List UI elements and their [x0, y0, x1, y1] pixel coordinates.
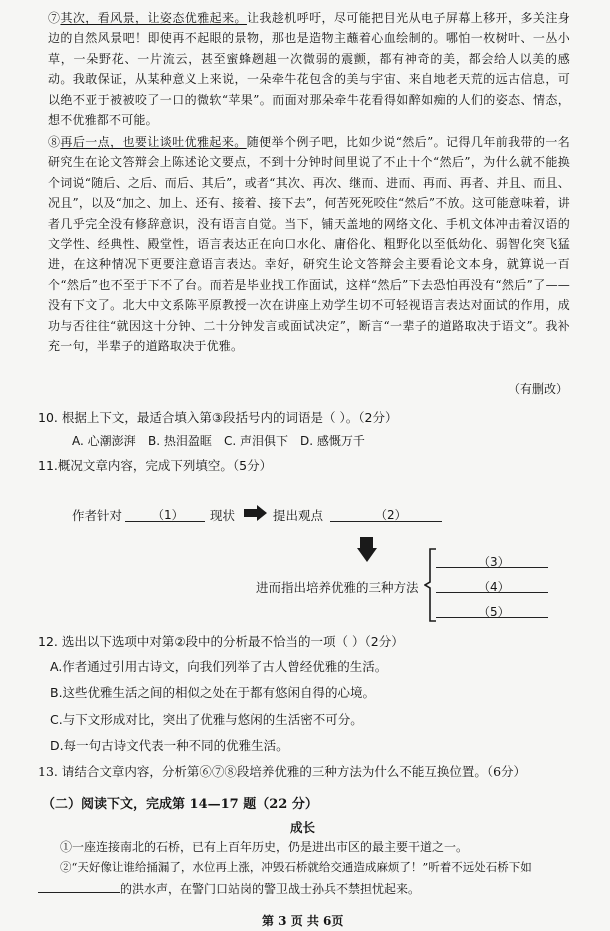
question-10-option-b: B. 热泪盈眶 [148, 434, 212, 448]
paragraph-8-lead: 再后一点，也要让谈吐优雅起来。 [60, 135, 247, 149]
story-title: 成长 [290, 820, 316, 835]
question-12-stem: 12. 选出以下选项中对第②段中的分析最不恰当的一项（ ）（2分） [38, 634, 404, 649]
right-arrow-icon [244, 505, 268, 521]
blank-4-label: （4） [478, 580, 510, 594]
question-11-stem: 11.概况文章内容，完成下列填空。（5分） [38, 458, 273, 473]
paragraph-7-lead: 其次，看风景，让姿态优雅起来。 [60, 11, 247, 25]
paragraph-7-text: 让我趁机呼吁，尽可能把目光从电子屏幕上移开，多关注身边的自然风景吧！即使再不起眼的景物，那也是造物主蘸着心血绘制的。哪怕一枚树叶、一丛小草，一朵野花、一片流云，甚至蜜蜂趔趄一次微弱的震颤，都有神奇的美，都会给人以美的感动。我敢保证，从某种意义上来说，一朵牵牛花包含的美与宇宙、来自地老天荒的远古信息，可以绝不亚于被被咬了一口的微软“苹果”。而面对那朵牵牛花看得如醉如痴的人们的姿态、情态，想不优雅都不可能。 [48, 11, 570, 128]
section-2-title: （二）阅读下文，完成第 14—17 题（22 分） [42, 797, 318, 812]
brace-icon [424, 548, 438, 622]
blank-3-label: （3） [478, 555, 510, 569]
diagram-left-prefix: 作者针对 [72, 508, 123, 523]
blank-5-label: （5） [478, 605, 510, 619]
question-10-option-d: D. 感慨万千 [300, 434, 365, 448]
paragraph-7 [48, 8, 570, 130]
question-12-option-b: B.这些优雅生活之间的相似之处在于都有悠闲自得的心境。 [50, 685, 376, 700]
story-blank [38, 880, 120, 893]
paragraph-7-number: ⑦ [48, 11, 61, 25]
question-10-option-a: A. 心潮澎湃 [72, 434, 136, 448]
question-12-option-c: C.与下文形成对比，突出了优雅与悠闲的生活密不可分。 [50, 712, 363, 727]
blank-1-label: （1） [152, 508, 184, 522]
diagram-left-suffix: 现状 [210, 508, 236, 523]
story-paragraph-2-line-2 [38, 880, 420, 897]
page-footer: 第 3 页 共 6页 [262, 914, 344, 928]
question-12-option-d: D.每一句古诗文代表一种不同的优雅生活。 [50, 738, 289, 753]
paragraph-8-text: 随便举个例子吧，比如少说“然后”。记得几年前我带的一名研究生在论文答辩会上陈述论文要点，不到十分钟时间里说了不止十个“然后”，为什么就不能换个词说“随后、之后、而后、其后”，或者“其次、再次、继而、进而、再而、再者、并且、而且、况且”，以及“加之、加上、还有、接着、接下去”，何苦死死咬住“然后”不放。这可能意味着，讲者几乎完全没有修辞意识，没有语言自觉。当下，铺天盖地的网络文化、手机文体冲击着汉语的文学性、经典性、殿堂性，语言表达正在向口水化、庸俗化、粗野化以至低幼化、弱智化突飞猛进，在这种情况下更要注意语言表达。幸好，研究生论文答辩会主要看论文本身，就算说一百个“然后”也不至于下不了台。而若是毕业找工作面试，这样“然后”下去恐怕再没有“然后”了——没有下文了。北大中文系陈平原教授一次在讲座上劝学生切不可轻视语言表达对面试的作用，成功与否往往“就因这十分钟、二十分钟发言或面试决定”，断言“一辈子的道路取决于语文”。我补充一句，半辈子的道路取决于优雅。 [48, 135, 570, 354]
story-paragraph-1: ①一座连接南北的石桥，已有上百年历史，仍是进出市区的最主要干道之一。 [60, 840, 469, 854]
diagram-bottom-text: 进而指出培养优雅的三种方法 [256, 580, 419, 595]
blank-2-label: （2） [375, 508, 407, 522]
abridged-note: （有删改） [507, 382, 568, 396]
question-13-stem: 13. 请结合文章内容，分析第⑥⑦⑧段培养优雅的三种方法为什么不能互换位置。（6分） [38, 764, 527, 779]
down-arrow-icon [356, 537, 378, 563]
paragraph-8-number: ⑧ [48, 135, 61, 149]
paragraph-8 [48, 132, 570, 356]
question-10-option-c: C. 声泪俱下 [224, 434, 289, 448]
story-paragraph-2-text: 的洪水声，在警门口站岗的警卫战士孙兵不禁担忧起来。 [120, 882, 421, 896]
question-10-stem: 10. 根据上下文，最适合填入第③段括号内的词语是（ ）。（2分） [38, 410, 398, 425]
question-12-option-a: A.作者通过引用古诗文，向我们列举了古人曾经优雅的生活。 [50, 659, 388, 674]
story-paragraph-2-line-1: ②“天好像让谁给捅漏了，水位再上涨，冲毁石桥就给交通造成麻烦了！”听着不远处石桥下如 [60, 860, 532, 874]
diagram-middle: 提出观点 [273, 508, 324, 523]
